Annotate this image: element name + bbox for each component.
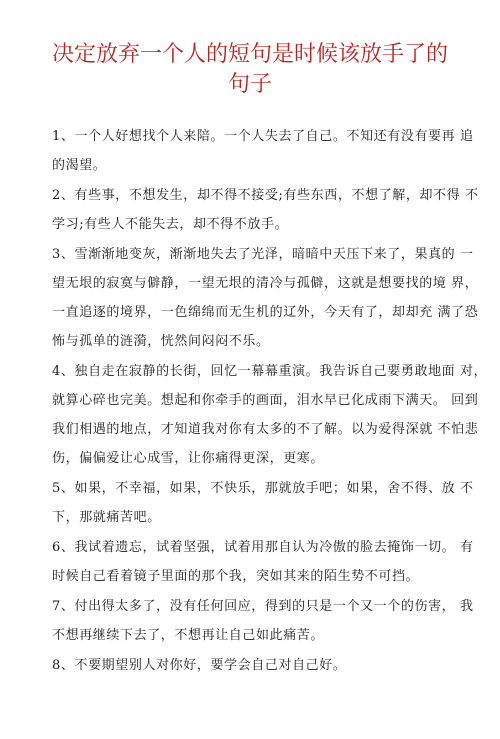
list-item: [52, 181, 479, 239]
item-line: 一直追逐的境界，一色绵绵而无生机的辽外，今天有了，却却充 满了恐: [52, 305, 479, 320]
quote-list: [52, 122, 488, 680]
list-item: [52, 240, 479, 356]
item-line: 1、一个人好想找个人来陪。一个人失去了自己。不知还有没有要再 追: [52, 129, 474, 144]
item-line: 我们相遇的地点，才知道我对你有太多的不了解。以为爱得深就 不怕悲: [52, 422, 479, 437]
item-line: 5、如果，不幸福，如果，不快乐，那就放手吧；如果，舍不得、放 不: [52, 481, 474, 496]
list-item: [52, 592, 474, 650]
item-line: 时候自己看着镜子里面的那个我，突如其来的陌生势不可挡。: [52, 569, 420, 584]
page-title: [52, 40, 448, 100]
item-line: 7、付出得太多了，没有任何回应，得到的只是一个又一个的伤害， 我: [52, 599, 474, 614]
item-line: 的渴望。: [52, 158, 107, 173]
item-line: 6、我试着遗忘，试着坚强，试着用那自认为冷傲的脸去掩饰一切。 有: [52, 540, 474, 555]
item-line: 4、独自走在寂静的长街，回忆一幕幕重演。我告诉自己要勇敢地面 对，: [52, 364, 488, 379]
item-line: 学习;有些人不能失去，却不得不放手。: [52, 217, 289, 232]
list-item: [52, 122, 474, 180]
title-line-1: 决定放弃一个人的短句是时候该放手了的: [52, 42, 449, 67]
list-item: [52, 651, 448, 680]
item-line: 不想再继续下去了，不想再让自己如此痛苦。: [52, 628, 325, 643]
list-item: [52, 474, 474, 532]
list-item: [52, 533, 474, 591]
item-line: 怖与孤单的涟漪，恍然间闷闷不乐。: [52, 334, 270, 349]
list-item: [52, 357, 488, 473]
item-line: 望无垠的寂寞与僻静，一望无垠的清冷与孤僻，这就是想要找的境 界，: [52, 276, 479, 291]
item-line: 8、不要期望别人对你好，要学会自己对自己好。: [52, 658, 347, 673]
item-line: 就算心碎也完美。想起和你牵手的画面，泪水早已化成雨下满天。 回到: [52, 393, 479, 408]
title-line-2: 句子: [227, 72, 272, 97]
item-line: 伤，偏偏爱让心成雪，让你痛得更深，更寒。: [52, 451, 325, 466]
item-line: 3、雪渐渐地变灰，渐渐地失去了光泽，暗暗中天压下来了，果真的 一: [52, 247, 474, 262]
item-line: 2、有些事，不想发生，却不得不接受;有些东西，不想了解，却不得 不: [52, 188, 479, 203]
item-line: 下，那就痛苦吧。: [52, 510, 161, 525]
